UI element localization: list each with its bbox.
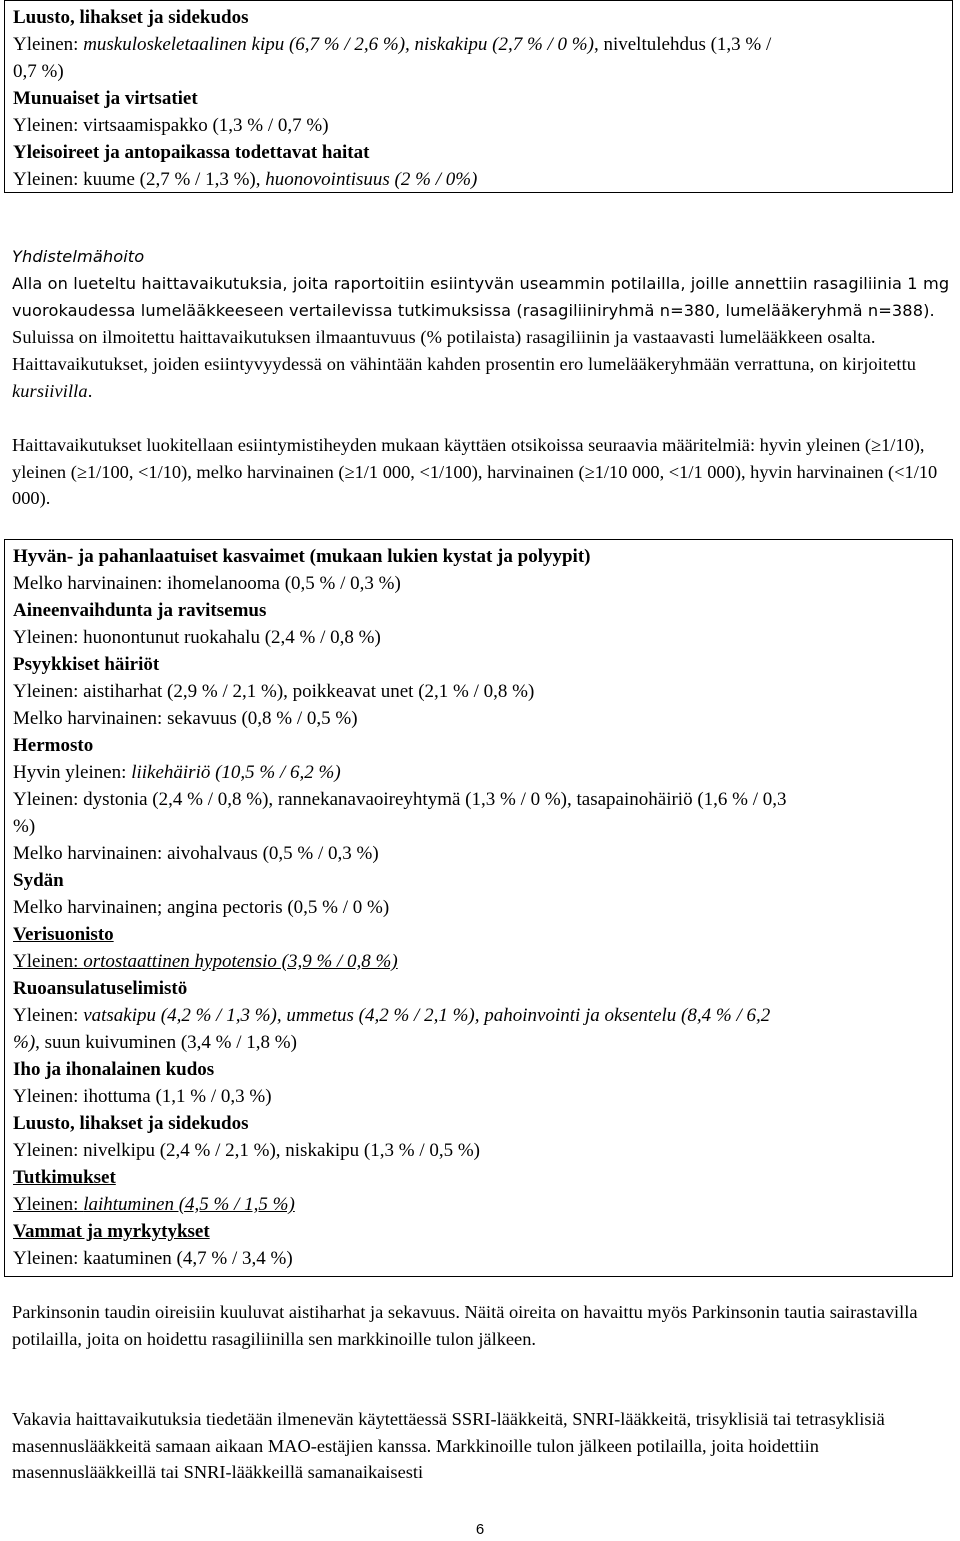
adverse-effect-line xyxy=(13,31,944,58)
adverse-effect-line: Yleinen: aistiharhat (2,9 % / 2,1 %), poikkeavat unet (2,1 % / 0,8 %) xyxy=(13,681,535,702)
section-heading: Hyvän- ja pahanlaatuiset kasvaimet (mukaan lukien kystat ja polyypit) xyxy=(13,546,591,567)
highlighted-effect: liikehäiriö (10,5 % / 6,2 %) xyxy=(131,762,341,783)
adverse-effects-table-combination xyxy=(4,539,953,1277)
highlighted-effect: %) xyxy=(13,1032,36,1053)
highlighted-effect: ortostaattinen hypotensio (3,9 % / 0,8 %) xyxy=(83,951,398,972)
combination-therapy-text: Alla on lueteltu haittavaikutuksia, joita raportoitiin esiintyvän useammin potilailla, joille annettiin rasagiliinia 1 mg vuorokaudessa lumelääkkeeseen vertailevissa tutkimuksissa (rasagiliiniryhmä n=380, lumelääkeryhmä n=388). Suluissa on ilmoitettu haittavaikutuksen ilmaantuvuus (% potilaista) rasagiliinin ja vastaavasti lumelääkkeen osalta. Haittavaikutukset, joiden esiintyvyydessä on vähintään kahden prosentin ero lumelääkeryhmään verrattuna, on kirjoitettu kursiivilla. xyxy=(12,274,950,401)
frequency-label: Yleinen: xyxy=(13,951,84,972)
adverse-effect-line xyxy=(13,1002,944,1029)
adverse-effect-line xyxy=(13,1029,944,1056)
section-heading: Iho ja ihonalainen kudos xyxy=(13,1059,215,1080)
highlighted-effect: huonovointisuus (2 % / 0%) xyxy=(265,169,478,190)
serious-effects-paragraph: Vakavia haittavaikutuksia tiedetään ilmenevän käytettäessä SSRI-lääkkeitä, SNRI-lääkkeitä, trisyklisiä tai tetrasyklisiä masennuslääkkeitä samaan aikaan MAO-estäjien kanssa. Markkinoille tulon jälkeen potilailla, joita hoidettiin masennuslääkkeillä tai SNRI-lääkkeillä samanaikaisesti xyxy=(12,1409,885,1482)
combination-therapy-title: Yhdistelmähoito xyxy=(12,247,145,266)
section-heading: Munuaiset ja virtsatiet xyxy=(13,88,198,109)
section-heading: Luusto, lihakset ja sidekudos xyxy=(13,7,249,28)
frequency-label: Yleinen: xyxy=(13,1005,84,1026)
adverse-effect-line xyxy=(13,1191,944,1218)
adverse-effect-line: 0,7 %) xyxy=(13,61,64,82)
section-heading: Sydän xyxy=(13,870,64,891)
adverse-effect-line xyxy=(13,759,944,786)
frequency-label: Yleinen: xyxy=(13,1194,84,1215)
adverse-effect-line: Yleinen: virtsaamispakko (1,3 % / 0,7 %) xyxy=(13,115,329,136)
adverse-effect-line: Melko harvinainen: aivohalvaus (0,5 % / 0,3 %) xyxy=(13,843,379,864)
adverse-effects-table-monotherapy xyxy=(4,0,953,193)
section-heading: Ruoansulatuselimistö xyxy=(13,978,188,999)
combination-therapy-section xyxy=(12,243,952,405)
section-heading: Aineenvaihdunta ja ravitsemus xyxy=(13,600,267,621)
adverse-effect-line xyxy=(13,948,944,975)
section-heading: Luusto, lihakset ja sidekudos xyxy=(13,1113,249,1134)
adverse-effect-line xyxy=(13,166,944,193)
adverse-effect-line: Yleinen: dystonia (2,4 % / 0,8 %), rannekanavaoireyhtymä (1,3 % / 0 %), tasapainohäiriö (1,6 % / 0,3 xyxy=(13,789,787,810)
highlighted-effect: vatsakipu (4,2 % / 1,3 %), ummetus (4,2 % / 2,1 %), pahoinvointi ja oksentelu (8,4 % / 6,2 xyxy=(83,1005,771,1026)
section-heading: Yleisoireet ja antopaikassa todettavat haitat xyxy=(13,142,370,163)
section-heading: Tutkimukset xyxy=(13,1167,116,1188)
adverse-effect-line: Yleinen: nivelkipu (2,4 % / 2,1 %), niskakipu (1,3 % / 0,5 %) xyxy=(13,1140,481,1161)
adverse-effect-line: Yleinen: ihottuma (1,1 % / 0,3 %) xyxy=(13,1086,272,1107)
section-heading: Hermosto xyxy=(13,735,94,756)
adverse-effect-line: Yleinen: huonontunut ruokahalu (2,4 % / 0,8 %) xyxy=(13,627,381,648)
effect-continuation: , niveltulehdus (1,3 % / xyxy=(593,34,772,55)
parkinson-symptoms-paragraph: Parkinsonin taudin oireisiin kuuluvat aistiharhat ja sekavuus. Näitä oireita on havaittu myös Parkinsonin tautia sairastavilla potilailla, joita on hoidettu rasagiliinilla sen markkinoille tulon jälkeen. xyxy=(12,1302,918,1349)
adverse-effect-line: %) xyxy=(13,816,36,837)
frequency-label: Hyvin yleinen: xyxy=(13,762,132,783)
adverse-effect-line: Melko harvinainen: ihomelanooma (0,5 % / 0,3 %) xyxy=(13,573,401,594)
adverse-effect-line: Melko harvinainen; angina pectoris (0,5 % / 0 %) xyxy=(13,897,390,918)
section-heading: Vammat ja myrkytykset xyxy=(13,1221,210,1242)
effect-continuation: , suun kuivuminen (3,4 % / 1,8 %) xyxy=(35,1032,297,1053)
adverse-effect-line: Yleinen: kaatuminen (4,7 % / 3,4 %) xyxy=(13,1248,293,1269)
highlighted-effect: muskuloskeletaalinen kipu (6,7 % / 2,6 %), niskakipu (2,7 % / 0 %) xyxy=(83,34,594,55)
adverse-effect-line: Melko harvinainen: sekavuus (0,8 % / 0,5 %) xyxy=(13,708,358,729)
frequency-label: Yleinen: kuume (2,7 % / 1,3 %), xyxy=(13,169,266,190)
frequency-definitions: Haittavaikutukset luokitellaan esiintymistiheyden mukaan käyttäen otsikoissa seuraavia määritelmiä: hyvin yleinen (≥1/10), yleinen (≥1/100, <1/10), melko harvinainen (≥1/1 000, <1/100), harvinainen (≥1/10 000, <1/1 000), hyvin harvinainen (<1/10 000). xyxy=(12,435,938,508)
highlighted-effect: laihtuminen (4,5 % / 1,5 %) xyxy=(83,1194,295,1215)
page-number: 6 xyxy=(475,1521,485,1538)
frequency-label: Yleinen: xyxy=(13,34,84,55)
section-heading: Verisuonisto xyxy=(13,924,114,945)
section-heading: Psyykkiset häiriöt xyxy=(13,654,160,675)
